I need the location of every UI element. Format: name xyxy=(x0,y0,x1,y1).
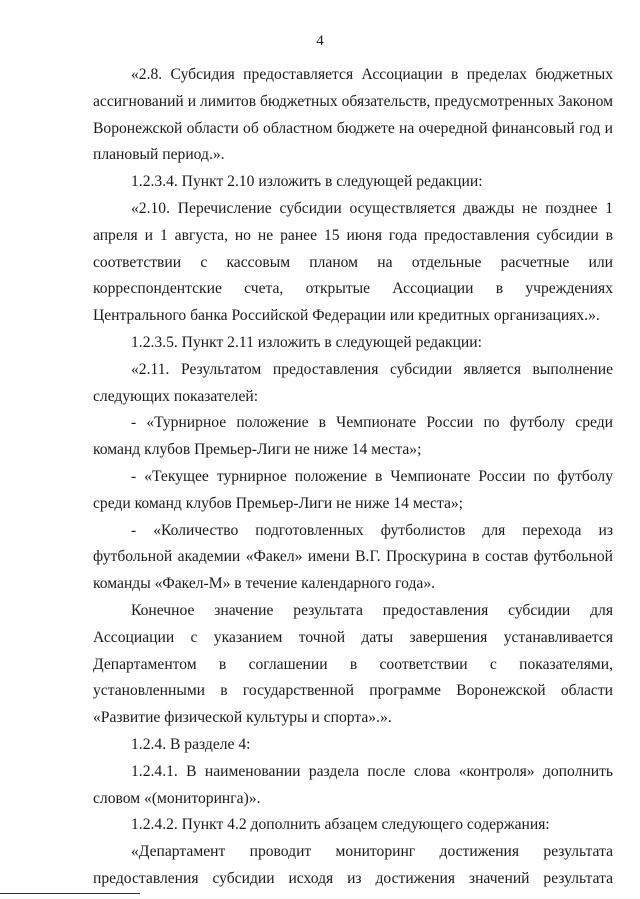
indicator-item-1: - «Турнирное положение в Чемпионате России по футболу среди команд клубов Премьер-Лиги не ниже 14 места»; xyxy=(93,414,613,459)
paragraph-2-8: «2.8. Субсидия предоставляется Ассоциации в пределах бюджетных ассигнований и лимитов бюджетных обязательств, предусмотренных Законом Воронежской области об областном бюджете на очередной финансовый год и плановый период.». xyxy=(93,66,613,164)
document-body xyxy=(93,62,613,893)
paragraph-1-2-4: 1.2.4. В разделе 4: xyxy=(131,735,251,753)
paragraph-2-11: «2.11. Результатом предоставления субсидии является выполнение следующих показателей: xyxy=(93,360,613,405)
paragraph-1-2-4-1: 1.2.4.1. В наименовании раздела после слова «контроля» дополнить словом «(мониторинга)». xyxy=(93,762,613,807)
indicator-item-2: - «Текущее турнирное положение в Чемпионате России по футболу среди команд клубов Премьер-Лиги не ниже 14 места»; xyxy=(93,467,613,512)
indicator-item-3: - «Количество подготовленных футболистов для перехода из футбольной академии «Факел» имени В.Г. Проскурина в состав футбольной команды «Факел-М» в течение календарного года». xyxy=(93,521,613,593)
page-number: 4 xyxy=(316,33,324,49)
footnote-separator xyxy=(0,893,140,894)
paragraph-final-value: Конечное значение результата предоставления субсидии для Ассоциации с указанием точной даты завершения устанавливается Департаментом в соглашении в соответствии с показателями, установленными в государственной программе Воронежской области «Развитие физической культуры и спорта».». xyxy=(93,601,613,727)
paragraph-1-2-3-4: 1.2.3.4. Пункт 2.10 изложить в следующей редакции: xyxy=(131,173,483,191)
paragraph-1-2-3-5: 1.2.3.5. Пункт 2.11 изложить в следующей редакции: xyxy=(131,333,482,351)
paragraph-1-2-4-2: 1.2.4.2. Пункт 4.2 дополнить абзацем следующего содержания: xyxy=(131,816,550,834)
paragraph-2-10: «2.10. Перечисление субсидии осуществляется дважды не позднее 1 апреля и 1 августа, но не ранее 15 июня года предоставления субсидии в соответствии с кассовым планом на отдельные расчетные или корреспондентские счета, открытые Ассоциации в учреждениях Центрального банка Российской Федерации или кредитных организациях.». xyxy=(93,199,613,325)
paragraph-department-monitoring: «Департамент проводит мониторинг достижения результата предоставления субсидии исходя из достижения значений результата xyxy=(93,843,613,887)
